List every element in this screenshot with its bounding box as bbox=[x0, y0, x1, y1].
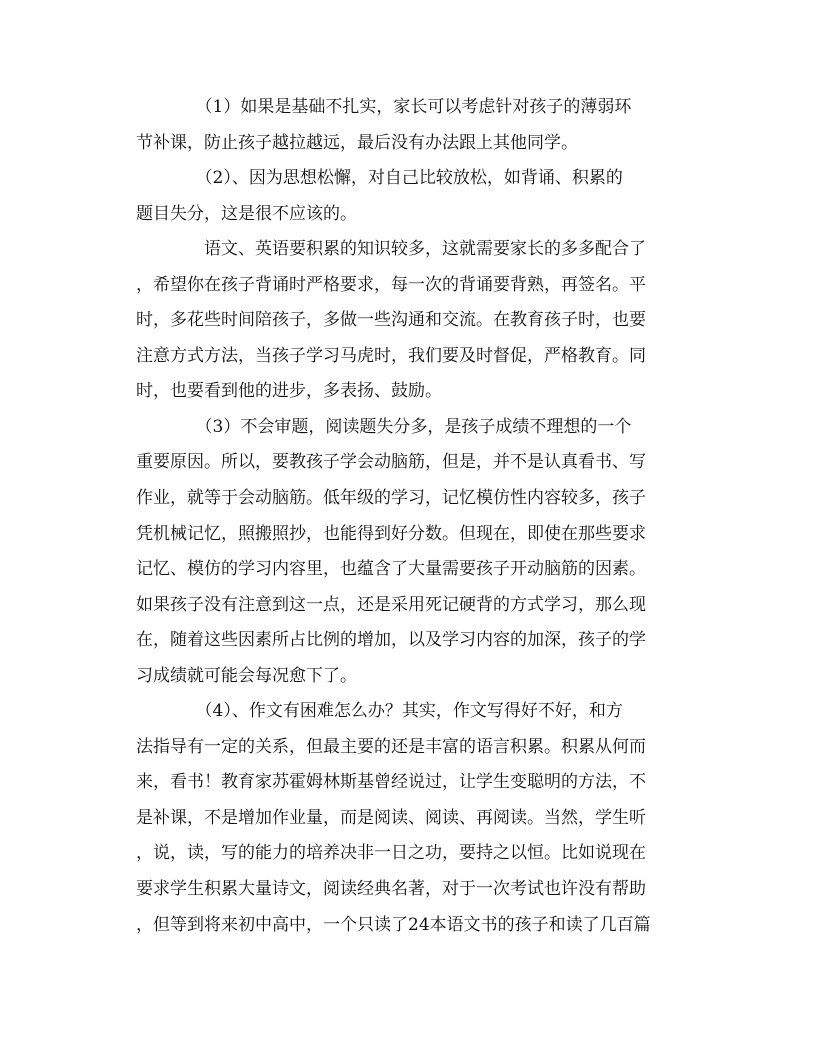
text-line: ，希望你在孩子背诵时严格要求，每一次的背诵要背熟，再签名。平 bbox=[136, 274, 646, 295]
document-body bbox=[136, 90, 683, 943]
text-line: （2）、因为思想松懈，对自己比较放松，如背诵、积累的 bbox=[136, 168, 623, 189]
text-line: 在，随着这些因素所占比例的增加，以及学习内容的加深，孩子的学 bbox=[136, 630, 646, 651]
text-line: 记忆、模仿的学习内容里，也蕴含了大量需要孩子开动脑筋的因素。 bbox=[136, 559, 646, 580]
text-line: 作业，就等于会动脑筋。低年级的学习，记忆模仿性内容较多，孩子 bbox=[136, 488, 646, 509]
text-line: 如果孩子没有注意到这一点，还是采用死记硬背的方式学习，那么现 bbox=[136, 594, 646, 615]
text-line: 习成绩就可能会每况愈下了。 bbox=[136, 665, 357, 686]
text-line: 语文、英语要积累的知识较多，这就需要家长的多多配合了 bbox=[136, 239, 646, 260]
text-line: 要求学生积累大量诗文，阅读经典名著，对于一次考试也许没有帮助 bbox=[136, 879, 646, 900]
text-line: ，说，读，写的能力的培养决非一日之功，要持之以恒。比如说现在 bbox=[136, 843, 646, 864]
text-line: ，但等到将来初中高中，一个只读了24本语文书的孩子和读了几百篇 bbox=[136, 914, 651, 935]
text-line: 题目失分，这是很不应该的。 bbox=[136, 203, 357, 224]
text-line: 节补课，防止孩子越拉越远，最后没有办法跟上其他同学。 bbox=[136, 132, 578, 153]
text-line: 时，多花些时间陪孩子，多做一些沟通和交流。在教育孩子时，也要 bbox=[136, 310, 646, 331]
text-line: 凭机械记忆，照搬照抄，也能得到好分数。但现在，即使在那些要求 bbox=[136, 523, 646, 544]
text-line: （3）不会审题，阅读题失分多，是孩子成绩不理想的一个 bbox=[136, 416, 632, 437]
text-line: 时，也要看到他的进步，多表扬、鼓励。 bbox=[136, 381, 442, 402]
text-line: 重要原因。所以，要教孩子学会动脑筋，但是，并不是认真看书、写 bbox=[136, 452, 646, 473]
text-line: （1）如果是基础不扎实，家长可以考虑针对孩子的薄弱环 bbox=[136, 97, 632, 117]
text-line: 注意方式方法，当孩子学习马虎时，我们要及时督促，严格教育。同 bbox=[136, 345, 646, 366]
text-line: 是补课，不是增加作业量，而是阅读、阅读、再阅读。当然，学生听 bbox=[136, 807, 646, 828]
text-line: （4）、作文有困难怎么办？其实，作文写得好不好，和方 bbox=[136, 701, 623, 722]
text-line: 来，看书！教育家苏霍姆林斯基曾经说过，让学生变聪明的方法，不 bbox=[136, 772, 646, 793]
text-line: 法指导有一定的关系，但最主要的还是丰富的语言积累。积累从何而 bbox=[136, 736, 646, 757]
